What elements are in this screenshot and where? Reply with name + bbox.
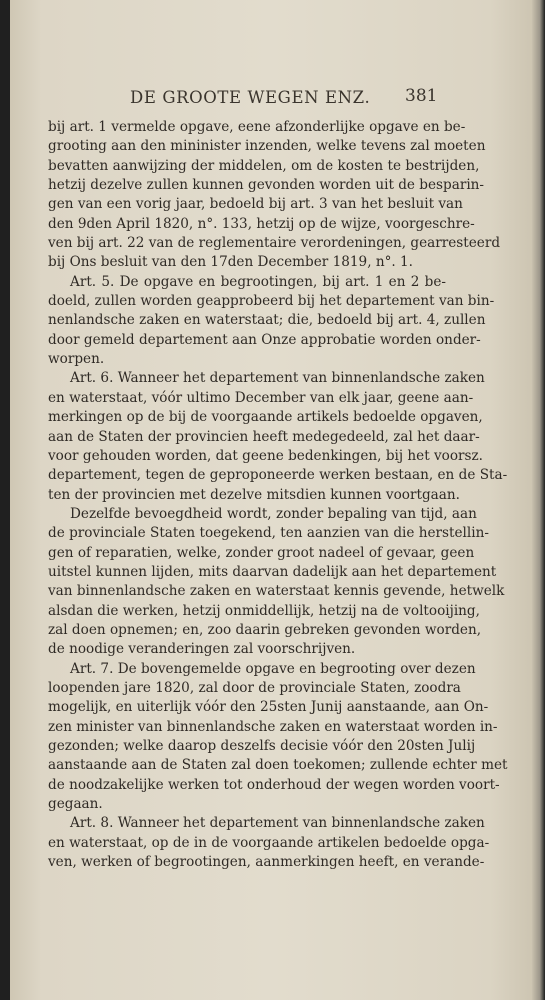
text-line: mogelijk, en uiterlijk vóór den 25sten Junij aanstaande, aan On- [48, 699, 489, 716]
text-line: ten der provincien met dezelve mitsdien kunnen voortgaan. [48, 486, 460, 503]
text-line: gegaan. [48, 796, 103, 813]
text-line: alsdan die werken, hetzij onmiddellijk, hetzij na de voltooijing, [48, 602, 480, 619]
text-line: en waterstaat, op de in de voorgaande artikelen bedoelde opga- [48, 834, 490, 851]
text-line: gen van een vorig jaar, bedoeld bij art. 3 van het besluit van [48, 196, 463, 213]
text-line: uitstel kunnen lijden, mits daarvan dadelijk aan het departement [48, 563, 497, 580]
text-line: voor gehouden worden, dat geene bedenkingen, bij het voorsz. [48, 447, 483, 464]
text-line: zal doen opnemen; en, zoo daarin gebreken gevonden worden, [48, 621, 482, 638]
text-line: bevatten aanwijzing der middelen, om de kosten te bestrijden, [48, 157, 480, 174]
text-line: den 9den April 1820, n°. 133, hetzij op de wijze, voorgeschre- [48, 215, 475, 232]
running-title: DE GROOTE WEGEN ENZ. [130, 88, 371, 107]
text-line: van binnenlandsche zaken en waterstaat kennis gevende, hetwelk [48, 583, 505, 600]
article-heading-line: Art. 7. De bovengemelde opgave en begrooting over dezen [70, 660, 476, 677]
paragraph-start-line: Dezelfde bevoegdheid wordt, zonder bepaling van tijd, aan [70, 505, 477, 522]
text-line: doeld, zullen worden geapprobeerd bij het departement van bin- [48, 293, 495, 310]
text-line: en waterstaat, vóór ultimo December van elk jaar, geene aan- [48, 389, 474, 406]
text-line: bij art. 1 vermelde opgave, eene afzonderlijke opgave en be- [48, 119, 466, 135]
text-line: worpen. [48, 351, 105, 368]
text-line: nenlandsche zaken en waterstaat; die, bedoeld bij art. 4, zullen [48, 312, 486, 329]
text-line: grooting aan den mininister inzenden, welke tevens zal moeten [48, 138, 486, 155]
article-heading-line: Art. 6. Wanneer het departement van binnenlandsche zaken [70, 370, 485, 387]
text-line: gen of reparatien, welke, zonder groot nadeel of gevaar, geen [48, 544, 475, 561]
text-line: aanstaande aan de Staten zal doen toekomen; zullende echter met [48, 757, 508, 774]
article-heading-line: Art. 8. Wanneer het departement van binnenlandsche zaken [70, 815, 485, 832]
text-line: bij Ons besluit van den 17den December 1819, n°. 1. [48, 254, 414, 271]
text-line: de provinciale Staten toegekend, ten aanzien van die herstellin- [48, 525, 489, 542]
text-line: ven bij art. 22 van de reglementaire verordeningen, gearresteerd [48, 235, 501, 252]
text-line: ven, werken of begrootingen, aanmerkingen heeft, en verande- [48, 854, 485, 871]
text-line: merkingen op de bij de voorgaande artikels bedoelde opgaven, [48, 409, 483, 426]
book-page [10, 0, 532, 1000]
text-line: gezonden; welke daarop deszelfs decisie vóór den 20sten Julij [48, 738, 476, 754]
text-line: de noodzakelijke werken tot onderhoud der wegen worden voort- [48, 776, 500, 793]
text-line: loopenden jare 1820, zal door de provinciale Staten, zoodra [48, 679, 461, 696]
page-edge-shadow [532, 0, 545, 1000]
text-line: door gemeld departement aan Onze approbatie worden onder- [48, 331, 481, 348]
page-number: 381 [405, 86, 438, 106]
text-line: departement, tegen de geproponeerde werken bestaan, en de Sta- [48, 467, 508, 484]
text-line: zen minister van binnenlandsche zaken en waterstaat worden in- [48, 718, 498, 735]
article-heading-line: Art. 5. De opgave en begrootingen, bij art. 1 en 2 be- [70, 273, 446, 290]
text-line: aan de Staten der provincien heeft medegedeeld, zal het daar- [48, 428, 480, 445]
page-header [130, 86, 450, 112]
text-line: de noodige veranderingen zal voorschrijven. [48, 641, 356, 658]
body-text [48, 118, 508, 872]
text-line: hetzij dezelve zullen kunnen gevonden worden uit de besparin- [48, 177, 485, 194]
